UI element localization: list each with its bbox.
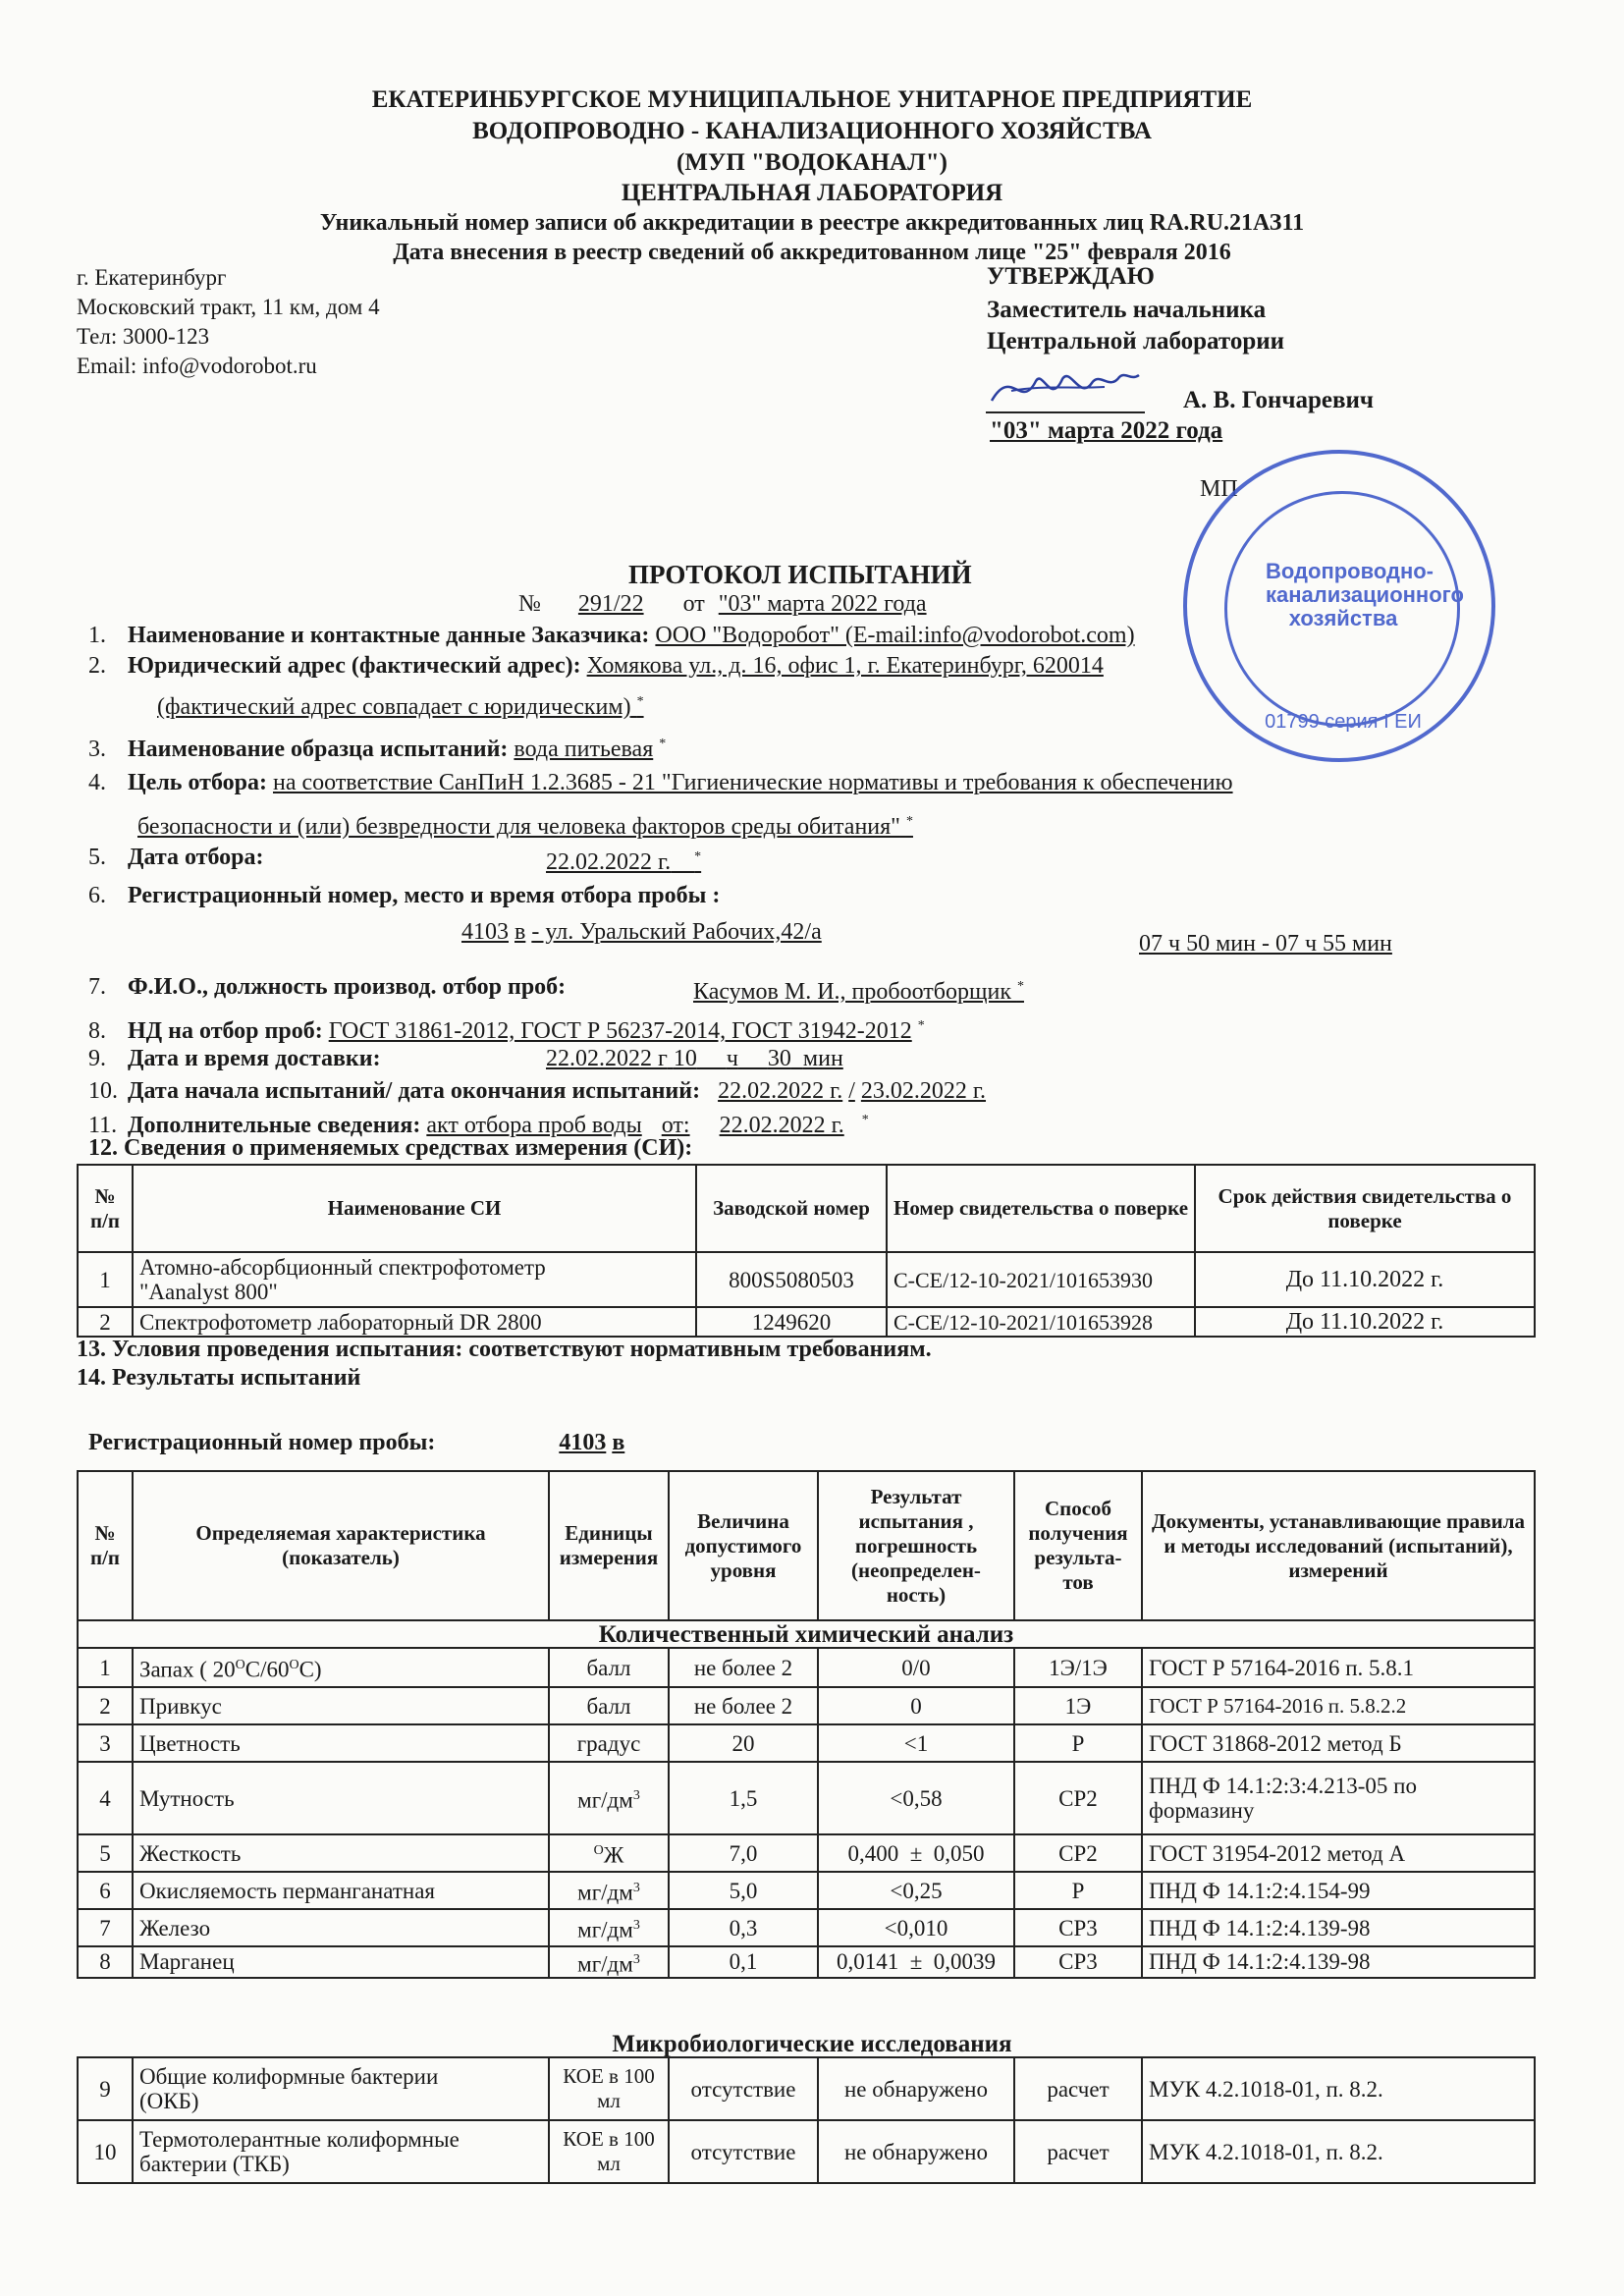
item-7-value: Касумов М. И., пробоотборщик * [693,979,1024,1005]
parameter-name: Общие колиформные бактерии (ОКБ) [133,2057,549,2120]
instrument-cert: С-СЕ/12-10-2021/101653930 [887,1252,1195,1307]
unit: $^О$Ж [549,1834,669,1872]
instrument-serial: 800S5080503 [696,1252,887,1307]
table-row [78,1687,1535,1724]
item-7-label: Ф.И.О., должность производ. отбор проб: [128,974,567,1000]
item-11-num: 11. [88,1113,118,1138]
row-num: 2 [78,1687,133,1724]
section-microbiology: Микробиологические исследования [612,2031,1012,2057]
document: МУК 4.2.1018-01, п. 8.2. [1142,2057,1535,2120]
document: МУК 4.2.1018-01, п. 8.2. [1142,2120,1535,2183]
row-num: 1 [78,1648,133,1687]
table-row [78,1648,1535,1687]
item-9-value: 22.02.2022 г 10 ч 30 мин [546,1046,843,1071]
parameter-name: Запах ( $20^ОС/60^ОС$) [133,1648,549,1687]
method: 1Э [1014,1687,1142,1724]
method: расчет [1014,2120,1142,2183]
item-6-label: Регистрационный номер, место и время отбора пробы : [128,883,721,908]
col-header-num: № п/п [78,1165,133,1252]
row-num: 3 [78,1724,133,1762]
approver-name: А. В. Гончаревич [1183,387,1374,413]
instrument-valid: До 11.10.2022 г. [1195,1252,1535,1307]
item-5-value: 22.02.2022 г. * [546,849,702,875]
item-5-num: 5. [88,845,106,870]
col-header-serial: Заводской номер [696,1165,887,1252]
instruments-header-row [78,1165,1535,1252]
unit: $мг/дм^3$ [549,1872,669,1909]
col-header-method: Способ получения результа-тов [1014,1471,1142,1620]
item-4-num: 4. [88,770,106,795]
row-num: 9 [78,2057,133,2120]
parameter-name: Мутность [133,1762,549,1834]
mp-label: МП [1200,476,1238,502]
address-city: г. Екатеринбург [77,265,227,290]
item-1-value: ООО "Водоробот" (E-mail:info@vodorobot.com) [655,623,1135,648]
item-5-label: Дата отбора: [128,845,264,870]
item-1-num: 1. [88,623,106,648]
method: Р [1014,1724,1142,1762]
document: ПНД Ф 14.1:2:4.154-99 [1142,1872,1535,1909]
table-row [78,1946,1535,1978]
seal-series-text: 01799 серия I ЕИ [1265,711,1422,733]
col-header-unit: Единицы измерения [549,1471,669,1620]
item-2-label: Юридический адрес (фактический адрес): [128,653,581,679]
address-street: Московский тракт, 11 км, дом 4 [77,295,380,319]
item-3-num: 3. [88,737,106,762]
method: СР3 [1014,1946,1142,1978]
item-11-date: 22.02.2022 г. [719,1113,844,1138]
unit: $мг/дм^3$ [549,1762,669,1834]
address-phone: Тел: 3000-123 [77,324,210,349]
item-8: 8. НД на отбор проб: ГОСТ 31861-2012, ГОСТ Р 56237-2014, ГОСТ 31942-2012 * [88,1018,925,1044]
item-2-value: Хомякова ул., д. 16, офис 1, г. Екатеринбург, 620014 [586,653,1104,679]
item-10-label: Дата начала испытаний/ дата окончания испытаний: [128,1078,701,1104]
row-num: 8 [78,1946,133,1978]
item-10 [88,1076,986,1106]
method: расчет [1014,2057,1142,2120]
item-6-value [461,917,822,947]
table-row [78,1909,1535,1946]
sample-number-line [88,1428,624,1457]
result: не обнаружено [818,2057,1014,2120]
unit: балл [549,1687,669,1724]
method: Р [1014,1872,1142,1909]
item-8-num: 8. [88,1018,106,1044]
microbiology-table [77,2056,1536,2184]
results-table [77,1470,1536,1979]
limit: 7,0 [669,1834,818,1872]
col-header-num: № п/п [78,1471,133,1620]
item-12-num: 12. [88,1135,118,1161]
row-num: 2 [78,1307,133,1337]
accreditation-number: Уникальный номер записи об аккредитации в реестре аккредитованных лиц RA.RU.21АЗ11 [319,210,1305,236]
parameter-name: Железо [133,1909,549,1946]
row-num: 1 [78,1252,133,1307]
unit: балл [549,1648,669,1687]
item-4-value-2: безопасности и (или) безвредности для человека факторов среды обитания" * [137,814,913,840]
item-3-label: Наименование образца испытаний: [128,737,509,762]
item-1 [88,621,1135,650]
limit: 0,1 [669,1946,818,1978]
item-2 [88,651,1104,681]
limit: 0,3 [669,1909,818,1946]
protocol-from-label: от [682,591,705,617]
approval-role-2: Центральной лаборатории [987,328,1285,355]
item-10-start: 22.02.2022 г. [718,1078,843,1104]
col-header-documents: Документы, устанавливающие правила и методы исследований (испытаний), измерений [1142,1471,1535,1620]
document: ГОСТ Р 57164-2016 п. 5.8.1 [1142,1648,1535,1687]
item-6-sample: 4103 [461,919,509,945]
org-short-name: (МУП "ВОДОКАНАЛ") [677,149,947,176]
parameter-name: Термотолерантные колиформные бактерии (ТКБ) [133,2120,549,2183]
item-11-from: от: [661,1113,690,1138]
row-num: 4 [78,1762,133,1834]
document: ГОСТ 31954-2012 метод А [1142,1834,1535,1872]
item-12-label: Сведения о применяемых средствах измерения (СИ): [124,1135,693,1161]
table-row [78,2057,1535,2120]
item-7-num: 7. [88,974,106,1000]
row-num: 7 [78,1909,133,1946]
document: ПНД Ф 14.1:2:4.139-98 [1142,1946,1535,1978]
limit: не более 2 [669,1648,818,1687]
protocol-date: "03" марта 2022 года [718,591,927,617]
document: ГОСТ 31868-2012 метод Б [1142,1724,1535,1762]
accreditation-date: Дата внесения в реестр сведений об аккредитованном лице "25" февраля 2016 [393,240,1231,265]
col-header-result: Результат испытания , погрешность (неопределен-ность) [818,1471,1014,1620]
item-9-num: 9. [88,1046,106,1071]
seal-center-text: Водопроводно-канализационного хозяйства [1266,559,1464,630]
approval-role-1: Заместитель начальника [987,297,1267,323]
item-6-num: 6. [88,883,106,908]
organization-seal [1183,450,1495,762]
limit: 20 [669,1724,818,1762]
limit: 1,5 [669,1762,818,1834]
limit: отсутствие [669,2057,818,2120]
result: <0,25 [818,1872,1014,1909]
protocol-no-label: № [518,591,541,617]
row-num: 10 [78,2120,133,2183]
table-row [78,1762,1535,1834]
table-row [78,1834,1535,1872]
lab-name: ЦЕНТРАЛЬНАЯ ЛАБОРАТОРИЯ [621,180,1003,206]
document: ГОСТ Р 57164-2016 п. 5.8.2.2 [1142,1687,1535,1724]
address-email: Email: info@vodorobot.ru [77,354,317,378]
limit: 5,0 [669,1872,818,1909]
org-name-line2: ВОДОПРОВОДНО - КАНАЛИЗАЦИОННОГО ХОЗЯЙСТВА [472,118,1152,144]
col-header-limit: Величина допустимого уровня [669,1471,818,1620]
unit: $мг/дм^3$ [549,1946,669,1978]
result: <1 [818,1724,1014,1762]
col-header-valid: Срок действия свидетельства о поверке [1195,1165,1535,1252]
item-13: 13. Условия проведения испытания: соответствуют нормативным требованиям. [77,1337,932,1362]
item-8-label: НД на отбор проб: [128,1018,323,1044]
protocol-number-line [518,589,927,619]
row-num: 6 [78,1872,133,1909]
unit: КОЕ в 100 мл [549,2057,669,2120]
unit: $мг/дм^3$ [549,1909,669,1946]
item-8-value: ГОСТ 31861-2012, ГОСТ Р 56237-2014, ГОСТ 31942-2012 [328,1018,912,1044]
item-4 [88,768,1233,797]
instruments-table [77,1164,1536,1338]
table-row [78,1307,1535,1337]
item-4-value: на соответствие СанПиН 1.2.3685 - 21 "Гигиенические нормативы и требования к обеспечению [272,770,1233,795]
item-11: 11. Дополнительные сведения: акт отбора проб воды от: 22.02.2022 г. * [88,1113,869,1138]
item-7 [88,972,566,1002]
item-6-time: 07 ч 50 мин - 07 ч 55 мин [1139,931,1392,957]
item-9-label: Дата и время доставки: [128,1046,381,1071]
method: СР2 [1014,1762,1142,1834]
item-10-end: 23.02.2022 г. [860,1078,987,1104]
results-header-row [78,1471,1535,1620]
result: не обнаружено [818,2120,1014,2183]
item-11-label: Дополнительные сведения: [128,1113,421,1138]
item-14: 14. Результаты испытаний [77,1365,361,1391]
item-9 [88,1044,381,1073]
item-6-place: - ул. Уральский Рабочих,42/а [531,919,822,945]
sample-suffix: в [612,1430,625,1455]
instrument-valid: До 11.10.2022 г. [1195,1307,1535,1337]
parameter-name: Марганец [133,1946,549,1978]
item-3-value: вода питьевая [514,737,654,762]
instrument-cert: С-СЕ/12-10-2021/101653928 [887,1307,1195,1337]
item-2-value-2: (фактический адрес совпадает с юридическим) * [157,694,644,720]
instrument-name: Атомно-абсорбционный спектрофотометр "Aanalyst 800" [133,1252,696,1307]
section-title: Количественный химический анализ [78,1620,1535,1648]
org-name-line1: ЕКАТЕРИНБУРГСКОЕ МУНИЦИПАЛЬНОЕ УНИТАРНОЕ ПРЕДПРИЯТИЕ [371,86,1253,113]
col-header-name: Наименование СИ [133,1165,696,1252]
document: ПНД Ф 14.1:2:4.139-98 [1142,1909,1535,1946]
instrument-serial: 1249620 [696,1307,887,1337]
sample-label: Регистрационный номер пробы: [88,1430,436,1455]
result: 0/0 [818,1648,1014,1687]
parameter-name: Цветность [133,1724,549,1762]
item-10-sep: / [848,1078,855,1104]
parameter-name: Привкус [133,1687,549,1724]
limit: отсутствие [669,2120,818,2183]
method: 1Э/1Э [1014,1648,1142,1687]
protocol-number: 291/22 [577,591,644,617]
item-10-num: 10. [88,1078,118,1104]
document: ПНД Ф 14.1:2:3:4.213-05 по формазину [1142,1762,1535,1834]
result: <0,58 [818,1762,1014,1834]
table-row [78,2120,1535,2183]
protocol-title: ПРОТОКОЛ ИСПЫТАНИЙ [628,560,972,589]
approval-date: "03" марта 2022 года [990,417,1223,444]
result: 0,0141 ± 0,0039 [818,1946,1014,1978]
parameter-name: Окисляемость перманганатная [133,1872,549,1909]
unit: КОЕ в 100 мл [549,2120,669,2183]
result: 0,400 ± 0,050 [818,1834,1014,1872]
result: 0 [818,1687,1014,1724]
item-11-value: акт отбора проб воды [426,1113,642,1138]
approval-title: УТВЕРЖДАЮ [987,263,1155,290]
col-header-parameter: Определяемая характеристика (показатель) [133,1471,549,1620]
item-4-label: Цель отбора: [128,770,267,795]
unit: градус [549,1724,669,1762]
sample-number: 4103 [559,1430,607,1455]
instrument-name: Спектрофотометр лабораторный DR 2800 [133,1307,696,1337]
signature-image [982,361,1149,420]
result: <0,010 [818,1909,1014,1946]
item-5 [88,843,263,872]
item-2-num: 2. [88,653,106,679]
table-row [78,1252,1535,1307]
method: СР3 [1014,1909,1142,1946]
item-3: 3. Наименование образца испытаний: вода питьевая * [88,737,667,762]
table-row [78,1724,1535,1762]
col-header-cert: Номер свидетельства о поверке [887,1165,1195,1252]
item-1-label: Наименование и контактные данные Заказчика: [128,623,650,648]
limit: не более 2 [669,1687,818,1724]
section-chemical [78,1620,1535,1648]
item-12 [88,1133,692,1163]
table-row [78,1872,1535,1909]
row-num: 5 [78,1834,133,1872]
item-6-suffix: в [514,919,526,945]
item-6 [88,881,720,910]
method: СР2 [1014,1834,1142,1872]
parameter-name: Жесткость [133,1834,549,1872]
